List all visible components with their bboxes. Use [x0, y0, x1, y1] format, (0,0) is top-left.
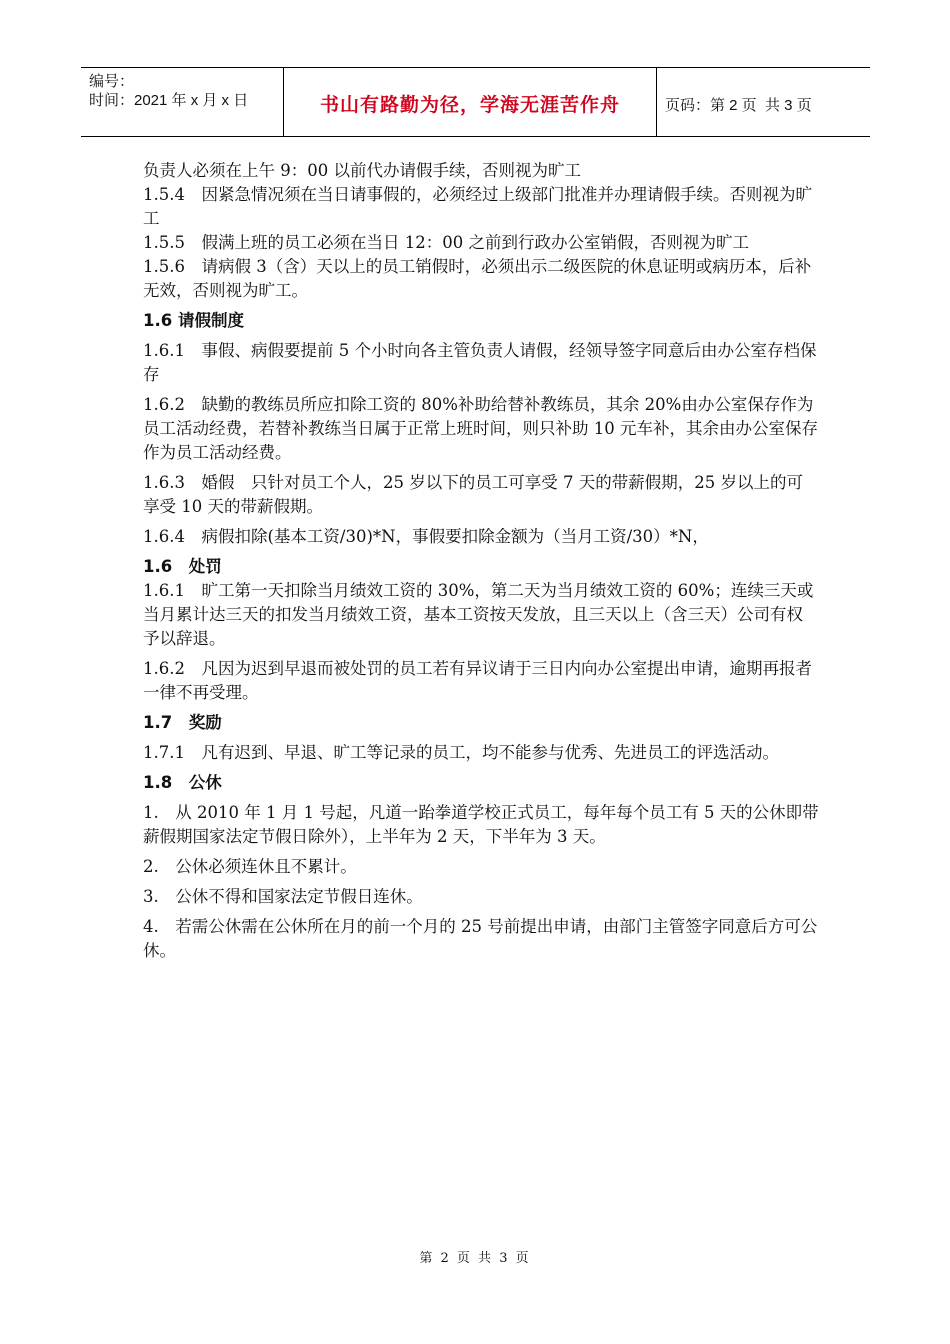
- paragraph-public-leave-4: 4. 若需公休需在公休所在月的前一个月的 25 号前提出申请，由部门主管签字同意后方可公休。: [143, 917, 818, 960]
- document-date: 时间：2021 年 x 月 x 日: [89, 92, 249, 109]
- paragraph-public-leave-1: 1. 从 2010 年 1 月 1 号起，凡道一跆拳道学校正式员工，每年每个员工有 5 天的公休即带薪假期国家法定节假日除外），上半年为 2 天，下半年为 3 天。: [143, 803, 819, 846]
- paragraph-1-6-4: 1.6.4 病假扣除(基本工资/30)*N，事假要扣除金额为（当月工资/30）*N，: [143, 527, 709, 546]
- paragraph-1-5-6: 1.5.6 请病假 3（含）天以上的员工销假时，必须出示二级医院的休息证明或病历本，后补无效，否则视为旷工。: [143, 257, 812, 300]
- header-motto: 书山有路勤为径，学海无涯苦作舟: [319, 94, 620, 116]
- page-header: [81, 67, 870, 137]
- section-heading-leave-policy: 1.6 请假制度: [143, 311, 244, 330]
- paragraph-penalty-1: 1.6.1 旷工第一天扣除当月绩效工资的 30%，第二天为当月绩效工资的 60%；连续三天或当月累计达三天的扣发当月绩效工资，基本工资按天发放，且三天以上（含三天）公司有权予以辞退。: [143, 581, 814, 648]
- document-body: [143, 159, 819, 963]
- paragraph-1-6-1: 1.6.1 事假、病假要提前 5 个小时向各主管负责人请假，经领导签字同意后由办公室存档保存: [143, 341, 817, 384]
- document-number-label: 编号：: [89, 73, 135, 90]
- section-heading-public-leave: 1.8 公休: [143, 773, 222, 792]
- header-meta: [81, 68, 283, 136]
- paragraph-1-7-1: 1.7.1 凡有迟到、早退、旷工等记录的员工，均不能参与优秀、先进员工的评选活动。: [143, 743, 779, 762]
- paragraph-public-leave-3: 3. 公休不得和国家法定节假日连休。: [143, 887, 423, 906]
- paragraph-1-5-5: 1.5.5 假满上班的员工必须在当日 12：00 之前到行政办公室销假，否则视为旷工: [143, 233, 749, 252]
- paragraph-public-leave-2: 2. 公休必须连休且不累计。: [143, 857, 357, 876]
- header-page-info: 页码：第 2 页 共 3 页: [665, 97, 812, 114]
- paragraph-1-6-3: 1.6.3 婚假 只针对员工个人，25 岁以下的员工可享受 7 天的带薪假期，25 岁以上的可享受 10 天的带薪假期。: [143, 473, 803, 516]
- section-heading-reward: 1.7 奖励: [143, 713, 222, 732]
- header-page-cell: [657, 68, 870, 136]
- paragraph-1-5-3-cont: 负责人必须在上午 9：00 以前代办请假手续，否则视为旷工: [143, 161, 581, 180]
- page-footer: 第 2 页 共 3 页: [419, 1251, 531, 1266]
- header-motto-cell: [283, 68, 657, 136]
- section-heading-penalty: 1.6 处罚: [143, 557, 222, 576]
- paragraph-penalty-2: 1.6.2 凡因为迟到早退而被处罚的员工若有异议请于三日内向办公室提出申请，逾期再报者一律不再受理。: [143, 659, 812, 702]
- paragraph-1-5-4: 1.5.4 因紧急情况须在当日请事假的，必须经过上级部门批准并办理请假手续。否则视为旷工: [143, 185, 812, 228]
- paragraph-1-6-2: 1.6.2 缺勤的教练员所应扣除工资的 80%补助给替补教练员，其余 20%由办公室保存作为员工活动经费，若替补教练当日属于正常上班时间，则只补助 10 元车补，其余由办公室保存作为员工活动经费。: [143, 395, 818, 462]
